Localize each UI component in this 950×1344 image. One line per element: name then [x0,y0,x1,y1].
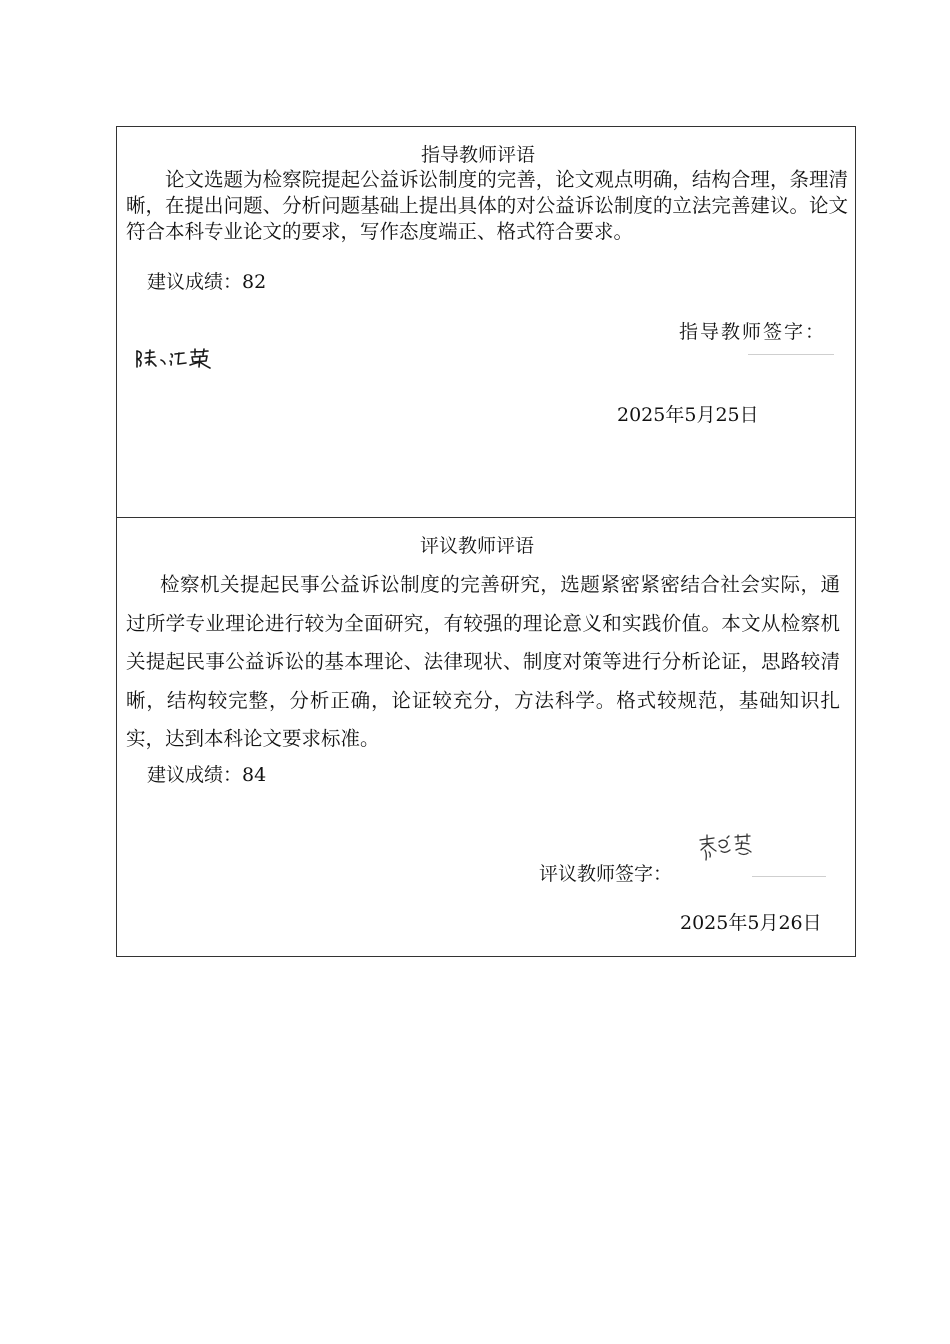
advisor-date: 2025年5月25日 [617,404,759,426]
reviewer-signature-line [752,876,826,877]
reviewer-comment: 检察机关提起民事公益诉讼制度的完善研究，选题紧密紧密结合社会实际，通过所学专业理论进行较为全面研究，有较强的理论意义和实践价值。本文从检察机关提起民事公益诉讼的基本理论、法律现状、制度对策等进行分析论证，思路较清晰，结构较完整，分析正确，论证较充分，方法科学。格式较规范，基础知识扎实，达到本科论文要求标准。 [126,573,840,751]
reviewer-signature-label: 评议教师签字： [539,863,673,885]
advisor-section-heading: 指导教师评语 [421,144,536,166]
advisor-comment: 论文选题为检察院提起公益诉讼制度的完善，论文观点明确，结构合理，条理清晰，在提出问题、分析问题基础上提出具体的对公益诉讼制度的立法完善建议。论文符合本科专业论文的要求，写作态度端正、格式符合要求。 [126,168,848,243]
reviewer-date: 2025年5月26日 [680,912,822,934]
reviewer-section-heading: 评议教师评语 [420,535,535,557]
reviewer-handwritten-signature [698,832,754,862]
advisor-handwritten-signature [134,346,214,372]
reviewer-grade: 建议成绩：84 [147,764,267,786]
section-divider [116,517,856,518]
advisor-signature-line [748,354,834,355]
advisor-signature-label: 指导教师签字： [679,321,827,343]
advisor-grade: 建议成绩：82 [147,271,267,293]
